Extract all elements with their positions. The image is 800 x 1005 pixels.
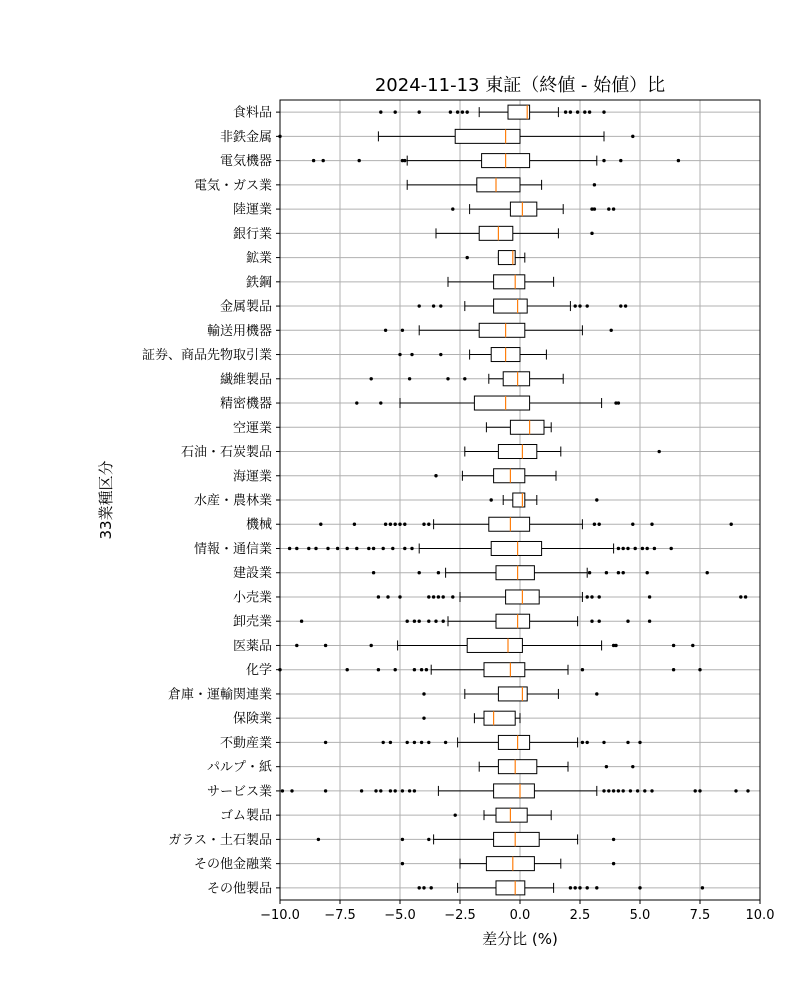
outlier-point — [427, 741, 430, 744]
x-tick-label: 2.5 — [569, 908, 591, 923]
outlier-point — [324, 741, 327, 744]
iqr-box — [484, 711, 515, 725]
outlier-point — [619, 304, 622, 307]
outlier-point — [698, 668, 701, 671]
outlier-point — [586, 886, 589, 889]
iqr-box — [496, 614, 530, 628]
iqr-box — [486, 857, 534, 871]
outlier-point — [374, 789, 377, 792]
iqr-box — [479, 226, 513, 240]
category-label: 化学 — [245, 663, 272, 679]
outlier-point — [394, 110, 397, 113]
outlier-point — [650, 523, 653, 526]
outlier-point — [434, 620, 437, 623]
outlier-point — [439, 304, 442, 307]
iqr-box — [496, 566, 534, 580]
outlier-point — [602, 789, 605, 792]
category-label: 水産・農林業 — [193, 493, 272, 509]
outlier-point — [295, 547, 298, 550]
category-label: 鉱業 — [245, 251, 272, 267]
outlier-point — [610, 329, 613, 332]
outlier-point — [386, 595, 389, 598]
outlier-point — [574, 304, 577, 307]
outlier-point — [588, 571, 591, 574]
outlier-point — [602, 159, 605, 162]
outlier-point — [590, 232, 593, 235]
outlier-point — [413, 741, 416, 744]
iqr-box — [484, 663, 525, 677]
category-label: 空運業 — [232, 420, 272, 436]
outlier-point — [588, 110, 591, 113]
outlier-point — [602, 110, 605, 113]
iqr-box — [494, 784, 535, 798]
box-group — [451, 202, 615, 216]
x-tick-label: −7.5 — [324, 908, 356, 923]
outlier-point — [394, 668, 397, 671]
outlier-point — [384, 523, 387, 526]
outlier-point — [607, 207, 610, 210]
outlier-point — [626, 547, 629, 550]
outlier-point — [326, 547, 329, 550]
outlier-point — [636, 789, 639, 792]
outlier-point — [586, 741, 589, 744]
outlier-point — [413, 789, 416, 792]
outlier-point — [384, 329, 387, 332]
outlier-point — [398, 595, 401, 598]
outlier-point — [617, 789, 620, 792]
outlier-point — [437, 571, 440, 574]
outlier-point — [670, 547, 673, 550]
outlier-point — [355, 547, 358, 550]
outlier-point — [631, 765, 634, 768]
outlier-point — [432, 304, 435, 307]
category-label: 倉庫・運輸関連業 — [167, 687, 272, 703]
outlier-point — [626, 620, 629, 623]
outlier-point — [360, 789, 363, 792]
outlier-point — [324, 644, 327, 647]
y-axis-label: 33業種区分 — [97, 460, 115, 540]
outlier-point — [593, 523, 596, 526]
outlier-point — [444, 741, 447, 744]
x-axis-label: 差分比 (%) — [482, 930, 558, 948]
outlier-point — [638, 741, 641, 744]
outlier-point — [622, 547, 625, 550]
outlier-point — [346, 547, 349, 550]
outlier-point — [564, 110, 567, 113]
outlier-point — [451, 595, 454, 598]
chart-title: 2024-11-13 東証（終値 - 始値）比 — [374, 75, 666, 96]
outlier-point — [581, 668, 584, 671]
outlier-point — [372, 571, 375, 574]
iqr-box — [510, 420, 544, 434]
outlier-point — [418, 304, 421, 307]
outlier-point — [672, 668, 675, 671]
outlier-point — [403, 159, 406, 162]
outlier-point — [598, 595, 601, 598]
outlier-point — [701, 886, 704, 889]
iqr-box — [474, 396, 529, 410]
category-label: ゴム製品 — [219, 808, 272, 824]
outlier-point — [290, 789, 293, 792]
category-label: その他製品 — [206, 881, 272, 897]
outlier-point — [300, 620, 303, 623]
outlier-point — [427, 523, 430, 526]
outlier-point — [576, 110, 579, 113]
iqr-box — [491, 541, 541, 555]
outlier-point — [432, 595, 435, 598]
outlier-point — [413, 668, 416, 671]
outlier-point — [312, 159, 315, 162]
outlier-point — [422, 692, 425, 695]
outlier-point — [643, 789, 646, 792]
outlier-point — [653, 547, 656, 550]
outlier-point — [425, 668, 428, 671]
iqr-box — [455, 129, 520, 143]
x-tick-label: −5.0 — [384, 908, 416, 923]
category-label: その他金融業 — [193, 857, 272, 873]
outlier-point — [612, 207, 615, 210]
category-label: 陸運業 — [232, 202, 272, 218]
outlier-point — [578, 304, 581, 307]
outlier-point — [427, 595, 430, 598]
outlier-point — [408, 789, 411, 792]
category-label: ガラス・土石製品 — [168, 832, 272, 848]
x-tick-label: 5.0 — [629, 908, 651, 923]
outlier-point — [672, 644, 675, 647]
outlier-point — [353, 523, 356, 526]
outlier-point — [569, 886, 572, 889]
outlier-point — [382, 547, 385, 550]
outlier-point — [605, 571, 608, 574]
x-tick-label: 10.0 — [745, 908, 775, 923]
category-label: 鉄鋼 — [245, 275, 272, 291]
outlier-point — [408, 377, 411, 380]
category-label: 電気・ガス業 — [193, 178, 272, 194]
outlier-point — [403, 523, 406, 526]
outlier-point — [401, 862, 404, 865]
outlier-point — [314, 547, 317, 550]
outlier-point — [581, 741, 584, 744]
outlier-point — [394, 523, 397, 526]
outlier-point — [617, 547, 620, 550]
outlier-point — [466, 110, 469, 113]
outlier-point — [377, 595, 380, 598]
outlier-point — [379, 789, 382, 792]
outlier-point — [422, 886, 425, 889]
outlier-point — [454, 813, 457, 816]
outlier-point — [322, 159, 325, 162]
outlier-point — [490, 498, 493, 501]
outlier-point — [605, 765, 608, 768]
iqr-box — [494, 275, 525, 289]
outlier-point — [422, 523, 425, 526]
outlier-point — [607, 789, 610, 792]
iqr-box — [489, 517, 530, 531]
category-label: 医薬品 — [232, 638, 272, 654]
category-label: 海運業 — [232, 469, 272, 485]
iqr-box — [498, 735, 529, 749]
outlier-point — [590, 595, 593, 598]
category-label: サービス業 — [206, 784, 272, 800]
x-tick-label: −2.5 — [444, 908, 476, 923]
outlier-point — [694, 789, 697, 792]
outlier-point — [281, 789, 284, 792]
outlier-point — [401, 329, 404, 332]
outlier-point — [442, 595, 445, 598]
outlier-point — [437, 595, 440, 598]
outlier-point — [574, 886, 577, 889]
outlier-point — [346, 668, 349, 671]
outlier-point — [418, 571, 421, 574]
category-label: 機械 — [245, 517, 272, 533]
outlier-point — [622, 789, 625, 792]
category-label: 電気機器 — [219, 154, 272, 170]
outlier-point — [746, 789, 749, 792]
outlier-point — [691, 644, 694, 647]
outlier-point — [336, 547, 339, 550]
outlier-point — [394, 789, 397, 792]
outlier-point — [427, 838, 430, 841]
outlier-point — [658, 450, 661, 453]
outlier-point — [418, 886, 421, 889]
outlier-point — [398, 523, 401, 526]
outlier-point — [586, 304, 589, 307]
outlier-point — [646, 547, 649, 550]
category-label: 建設業 — [232, 566, 272, 582]
outlier-point — [598, 523, 601, 526]
outlier-point — [370, 377, 373, 380]
category-label: 石油・石炭製品 — [180, 445, 272, 461]
outlier-point — [413, 620, 416, 623]
outlier-point — [389, 523, 392, 526]
outlier-point — [324, 789, 327, 792]
category-label: 保険業 — [232, 711, 272, 727]
outlier-point — [403, 547, 406, 550]
iqr-box — [496, 808, 527, 822]
outlier-point — [410, 547, 413, 550]
outlier-point — [583, 110, 586, 113]
outlier-point — [619, 159, 622, 162]
outlier-point — [614, 644, 617, 647]
iqr-box — [498, 445, 536, 459]
iqr-box — [496, 881, 525, 895]
category-label: 情報・通信業 — [193, 541, 272, 557]
outlier-point — [401, 789, 404, 792]
outlier-point — [739, 595, 742, 598]
outlier-point — [622, 571, 625, 574]
outlier-point — [427, 620, 430, 623]
iqr-box — [510, 202, 536, 216]
outlier-point — [648, 620, 651, 623]
outlier-point — [379, 401, 382, 404]
outlier-point — [451, 207, 454, 210]
outlier-point — [358, 159, 361, 162]
category-label: 証券、商品先物取引業 — [141, 348, 272, 364]
outlier-point — [730, 523, 733, 526]
category-label: 繊維製品 — [219, 372, 272, 388]
outlier-point — [406, 741, 409, 744]
category-label: 精密機器 — [219, 396, 272, 412]
outlier-point — [631, 135, 634, 138]
outlier-point — [446, 377, 449, 380]
outlier-point — [617, 401, 620, 404]
outlier-point — [420, 668, 423, 671]
outlier-point — [319, 523, 322, 526]
outlier-point — [624, 304, 627, 307]
outlier-point — [641, 547, 644, 550]
outlier-point — [430, 886, 433, 889]
outlier-point — [367, 547, 370, 550]
outlier-point — [439, 353, 442, 356]
outlier-point — [391, 547, 394, 550]
outlier-point — [734, 789, 737, 792]
x-tick-label: 7.5 — [689, 908, 711, 923]
outlier-point — [317, 838, 320, 841]
outlier-point — [595, 886, 598, 889]
category-label: 不動産業 — [219, 735, 272, 751]
box-group — [486, 420, 551, 434]
outlier-point — [463, 377, 466, 380]
outlier-point — [586, 595, 589, 598]
outlier-point — [398, 353, 401, 356]
category-label: 金属製品 — [219, 299, 272, 315]
outlier-point — [626, 741, 629, 744]
category-label: 卸売業 — [232, 614, 272, 630]
x-tick-label: 0.0 — [509, 908, 531, 923]
outlier-point — [401, 838, 404, 841]
x-tick-label: −10.0 — [260, 908, 300, 923]
outlier-point — [569, 110, 572, 113]
outlier-point — [461, 110, 464, 113]
iqr-box — [494, 832, 540, 846]
outlier-point — [631, 523, 634, 526]
iqr-box — [508, 105, 530, 119]
outlier-point — [420, 741, 423, 744]
iqr-box — [494, 469, 525, 483]
outlier-point — [355, 401, 358, 404]
outlier-point — [638, 886, 641, 889]
outlier-point — [410, 353, 413, 356]
outlier-point — [295, 644, 298, 647]
category-label: 銀行業 — [232, 226, 272, 242]
outlier-point — [434, 474, 437, 477]
outlier-point — [593, 183, 596, 186]
outlier-point — [372, 547, 375, 550]
outlier-point — [646, 571, 649, 574]
outlier-point — [629, 789, 632, 792]
iqr-box — [503, 372, 529, 386]
box-group — [448, 275, 554, 289]
category-label: パルプ・紙 — [206, 760, 272, 776]
iqr-box — [477, 178, 520, 192]
outlier-point — [595, 498, 598, 501]
outlier-point — [466, 256, 469, 259]
outlier-point — [377, 668, 380, 671]
iqr-box — [498, 760, 536, 774]
axis-layer — [142, 105, 774, 923]
outlier-point — [418, 620, 421, 623]
iqr-box — [479, 323, 525, 337]
outlier-point — [422, 716, 425, 719]
outlier-point — [612, 862, 615, 865]
outlier-point — [288, 547, 291, 550]
outlier-point — [370, 644, 373, 647]
outlier-point — [698, 789, 701, 792]
outlier-point — [634, 547, 637, 550]
outlier-point — [389, 741, 392, 744]
outlier-point — [379, 110, 382, 113]
outlier-point — [406, 620, 409, 623]
iqr-box — [467, 638, 522, 652]
outlier-point — [449, 110, 452, 113]
outlier-point — [650, 789, 653, 792]
outlier-point — [307, 547, 310, 550]
outlier-point — [578, 886, 581, 889]
outlier-point — [648, 595, 651, 598]
outlier-point — [595, 692, 598, 695]
outlier-point — [418, 110, 421, 113]
outlier-point — [456, 110, 459, 113]
outlier-point — [706, 571, 709, 574]
outlier-point — [590, 620, 593, 623]
category-label: 食料品 — [232, 105, 272, 121]
outlier-point — [612, 789, 615, 792]
category-label: 非鉄金属 — [219, 129, 272, 145]
outlier-point — [677, 159, 680, 162]
outlier-point — [744, 595, 747, 598]
outlier-point — [593, 207, 596, 210]
outlier-point — [389, 789, 392, 792]
outlier-point — [617, 571, 620, 574]
outlier-point — [612, 838, 615, 841]
outlier-point — [598, 620, 601, 623]
outlier-point — [602, 741, 605, 744]
outlier-point — [382, 741, 385, 744]
category-label: 小売業 — [232, 590, 272, 606]
category-label: 輸送用機器 — [206, 323, 272, 339]
iqr-box — [494, 299, 528, 313]
outlier-point — [442, 620, 445, 623]
